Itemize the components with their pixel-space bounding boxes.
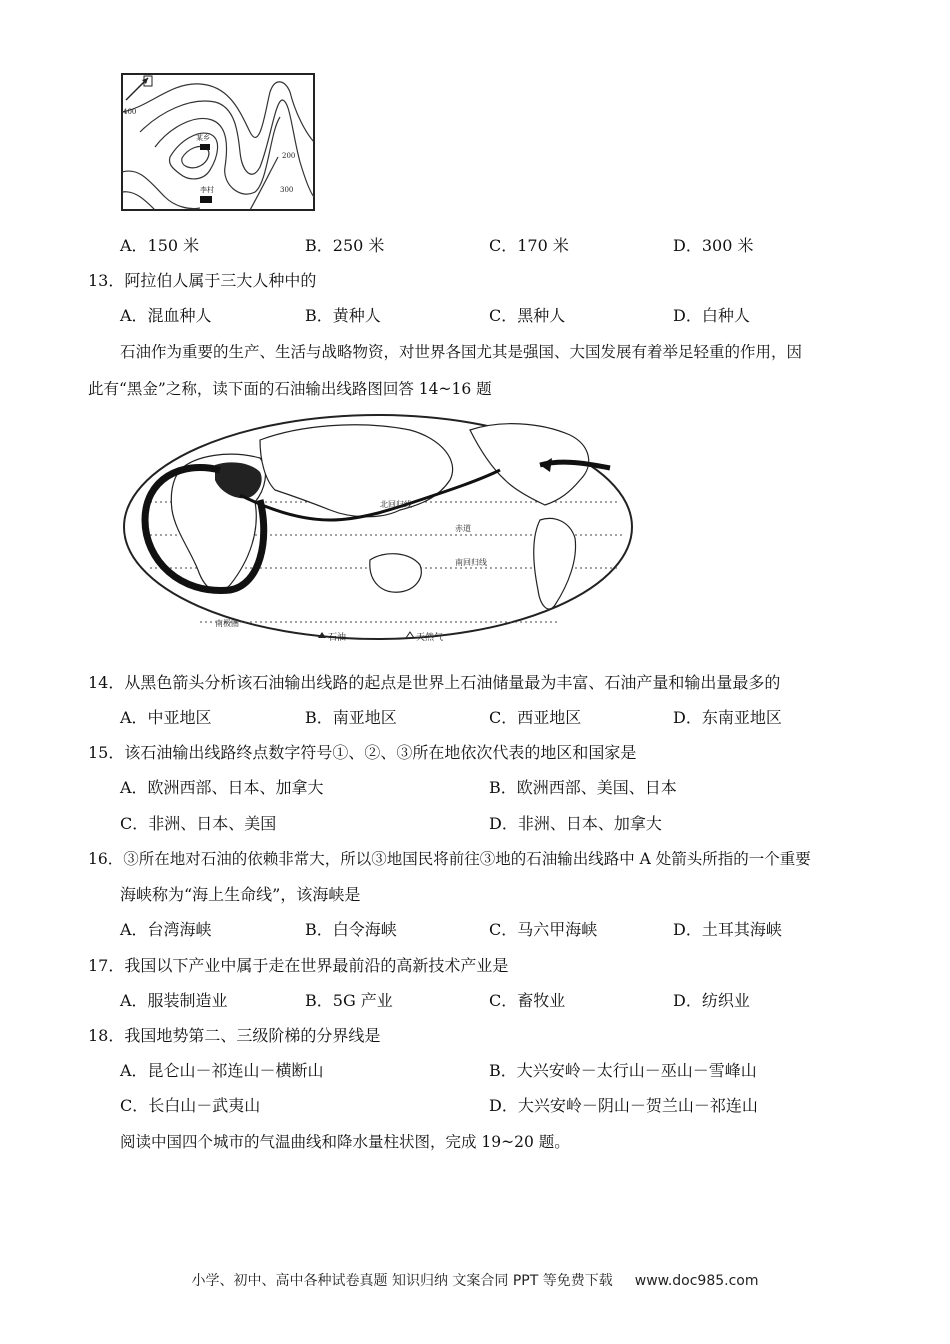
option-d[interactable]: D．白种人	[673, 306, 750, 325]
option-c[interactable]: C．170 米	[489, 236, 569, 255]
village-label: 某乡	[196, 134, 210, 142]
option-a[interactable]: A．混血种人	[120, 306, 212, 325]
option-a[interactable]: A．欧洲西部、日本、加拿大	[120, 778, 324, 797]
option-b[interactable]: B．白令海峡	[305, 920, 397, 939]
option-c[interactable]: C．畜牧业	[489, 991, 566, 1010]
option-b[interactable]: B．南亚地区	[305, 708, 397, 727]
latitude-label: 南极圈	[215, 619, 239, 628]
option-d[interactable]: D．纺织业	[673, 991, 750, 1010]
option-c[interactable]: C．黑种人	[489, 306, 566, 325]
option-b[interactable]: B．欧洲西部、美国、日本	[489, 778, 677, 797]
legend-gas: 天然气	[416, 633, 444, 643]
question-18-stem: 18．我国地势第二、三级阶梯的分界线是	[88, 1026, 381, 1045]
question-16-stem-cont: 海峡称为“海上生命线”，该海峡是	[120, 885, 361, 904]
question-14-stem: 14．从黑色箭头分析该石油输出线路的起点是世界上石油储量最为丰富、石油产量和输出量最多的	[88, 673, 781, 692]
contour-label: 400	[123, 108, 137, 116]
option-b[interactable]: B．黄种人	[305, 306, 381, 325]
village-label: 李村	[200, 186, 214, 194]
option-d[interactable]: D．大兴安岭－阴山－贺兰山－祁连山	[489, 1096, 758, 1115]
option-a[interactable]: A．服装制造业	[120, 991, 228, 1010]
legend-oil: 石油	[328, 633, 347, 643]
option-c[interactable]: C．西亚地区	[489, 708, 582, 727]
contour-label: 300	[280, 186, 294, 194]
option-c[interactable]: C．非洲、日本、美国	[120, 814, 277, 833]
option-a[interactable]: A．150 米	[120, 236, 200, 255]
latitude-label: 北回归线	[380, 500, 412, 509]
question-16-stem: 16．③所在地对石油的依赖非常大，所以③地国民将前往③地的石油输出线路中 A 处箭头所指的一个重要	[88, 850, 811, 868]
option-d[interactable]: D．非洲、日本、加拿大	[489, 814, 662, 833]
option-d[interactable]: D．土耳其海峡	[673, 920, 782, 939]
footer-url[interactable]: www.doc985.com	[634, 1273, 759, 1289]
passage-text: 此有“黑金”之称，读下面的石油输出线路图回答 14~16 题	[88, 380, 492, 398]
question-17-stem: 17．我国以下产业中属于走在世界最前沿的高新技术产业是	[88, 956, 509, 975]
footer-text: 小学、初中、高中各种试卷真题 知识归纳 文案合同 PPT 等免费下载	[191, 1273, 613, 1289]
oil-route-world-map	[120, 410, 636, 644]
passage-text: 阅读中国四个城市的气温曲线和降水量柱状图，完成 19~20 题。	[120, 1133, 570, 1151]
option-c[interactable]: C．长白山－武夷山	[120, 1096, 261, 1115]
question-15-stem: 15．该石油输出线路终点数字符号①、②、③所在地依次代表的地区和国家是	[88, 743, 637, 762]
option-d[interactable]: D．300 米	[673, 236, 754, 255]
option-d[interactable]: D．东南亚地区	[673, 708, 782, 727]
latitude-label: 赤道	[455, 524, 471, 533]
option-b[interactable]: B．250 米	[305, 236, 385, 255]
option-a[interactable]: A．台湾海峡	[120, 920, 212, 939]
passage-text: 石油作为重要的生产、生活与战略物资，对世界各国尤其是强国、大国发展有着举足轻重的作用，因	[120, 343, 803, 361]
question-13-stem: 13．阿拉伯人属于三大人种中的	[88, 271, 317, 290]
option-a[interactable]: A．昆仑山－祁连山－横断山	[120, 1061, 324, 1080]
contour-label: 200	[282, 152, 296, 160]
option-c[interactable]: C．马六甲海峡	[489, 920, 598, 939]
latitude-label: 南回归线	[455, 558, 487, 567]
option-a[interactable]: A．中亚地区	[120, 708, 212, 727]
option-b[interactable]: B．5G 产业	[305, 991, 393, 1010]
contour-map	[120, 72, 316, 212]
page-footer	[0, 1270, 950, 1290]
option-b[interactable]: B．大兴安岭－太行山－巫山－雪峰山	[489, 1061, 757, 1080]
